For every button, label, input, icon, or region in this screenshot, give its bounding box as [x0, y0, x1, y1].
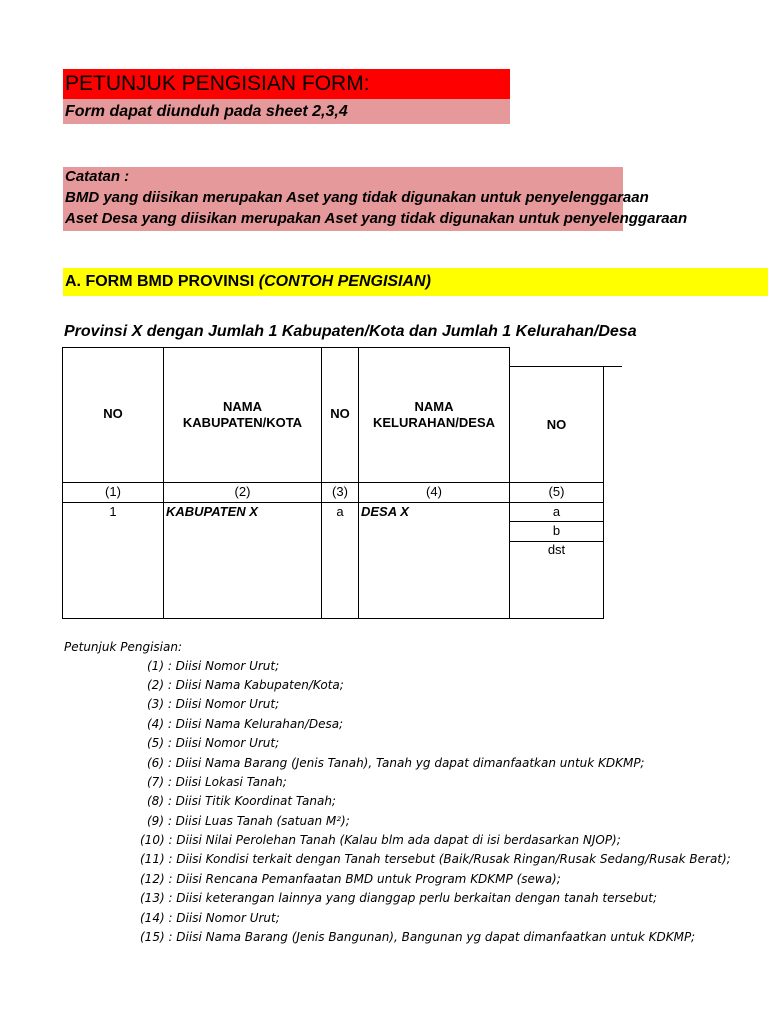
instruction-item: (8) : Diisi Titik Koordinat Tanah;: [147, 794, 336, 808]
header-nama-kelurahan: NAMA KELURAHAN/DESA: [372, 399, 496, 430]
notes-label: Catatan :: [65, 168, 130, 185]
col-number: (1): [105, 484, 121, 499]
header-no-2: NO: [330, 406, 350, 421]
form-title: PETUNJUK PENGISIAN FORM:: [63, 69, 510, 99]
instruction-item: (14) : Diisi Nomor Urut;: [140, 911, 280, 925]
notes-line-1: BMD yang diisikan merupakan Aset yang tidak digunakan untuk penyelenggaraan: [65, 189, 649, 206]
instructions-heading: Petunjuk Pengisian:: [64, 640, 183, 654]
instruction-item: (10) : Diisi Nilai Perolehan Tanah (Kalau blm ada dapat di isi berdasarkan NJOP);: [140, 833, 621, 847]
instruction-item: (2) : Diisi Nama Kabupaten/Kota;: [147, 678, 344, 692]
notes-box: [63, 167, 688, 231]
row-no: 1: [109, 504, 117, 519]
form-subtitle: Form dapat diunduh pada sheet 2,3,4: [63, 99, 510, 124]
instruction-item: (11) : Diisi Kondisi terkait dengan Tanah tersebut (Baik/Rusak Ringan/Rusak Sedang/Rusak Berat);: [140, 852, 731, 866]
header-nama-kabupaten: NAMA KABUPATEN/KOTA: [182, 399, 303, 430]
instruction-item: (15) : Diisi Nama Barang (Jenis Bangunan), Bangunan yg dapat dimanfaatkan untuk KDKMP;: [140, 930, 696, 944]
instruction-item: (6) : Diisi Nama Barang (Jenis Tanah), Tanah yg dapat dimanfaatkan untuk KDKMP;: [147, 756, 645, 770]
instruction-item: (4) : Diisi Nama Kelurahan/Desa;: [147, 717, 344, 731]
section-label-italic: (CONTOH PENGISIAN): [258, 273, 431, 290]
row-desa: DESA X: [361, 504, 409, 519]
instruction-item: (12) : Diisi Rencana Pemanfaatan BMD untuk Program KDKMP (sewa);: [140, 872, 561, 886]
notes-line-2: Aset Desa yang diisikan merupakan Aset yang tidak digunakan untuk penyelenggaraan: [65, 210, 688, 227]
section-heading: [63, 268, 768, 296]
col-number: (5): [548, 484, 565, 499]
col-number: (4): [426, 484, 442, 499]
data-table: [62, 347, 622, 619]
instruction-item: (13) : Diisi keterangan lainnya yang dianggap perlu berkaitan dengan tanah tersebut;: [140, 891, 658, 905]
instruction-item: (7) : Diisi Lokasi Tanah;: [147, 775, 287, 789]
row-sub-item: a: [552, 504, 561, 519]
col-number: (3): [332, 484, 348, 499]
col-number: (2): [234, 484, 251, 499]
header-no: NO: [103, 406, 123, 421]
row-sub-item: b: [552, 523, 561, 538]
row-kabupaten: KABUPATEN X: [166, 504, 258, 519]
instruction-item: (1) : Diisi Nomor Urut;: [147, 659, 280, 673]
row-sub-item: dst: [547, 542, 566, 557]
section-label: A. FORM BMD PROVINSI: [65, 273, 259, 290]
instruction-item: (3) : Diisi Nomor Urut;: [147, 697, 280, 711]
instruction-item: (9) : Diisi Luas Tanah (satuan M²);: [147, 814, 350, 828]
row-no-2: a: [336, 504, 344, 519]
table-caption: Provinsi X dengan Jumlah 1 Kabupaten/Kota dan Jumlah 1 Kelurahan/Desa: [64, 323, 637, 340]
instruction-item: (5) : Diisi Nomor Urut;: [147, 736, 280, 750]
header-no-3: NO: [546, 417, 567, 432]
